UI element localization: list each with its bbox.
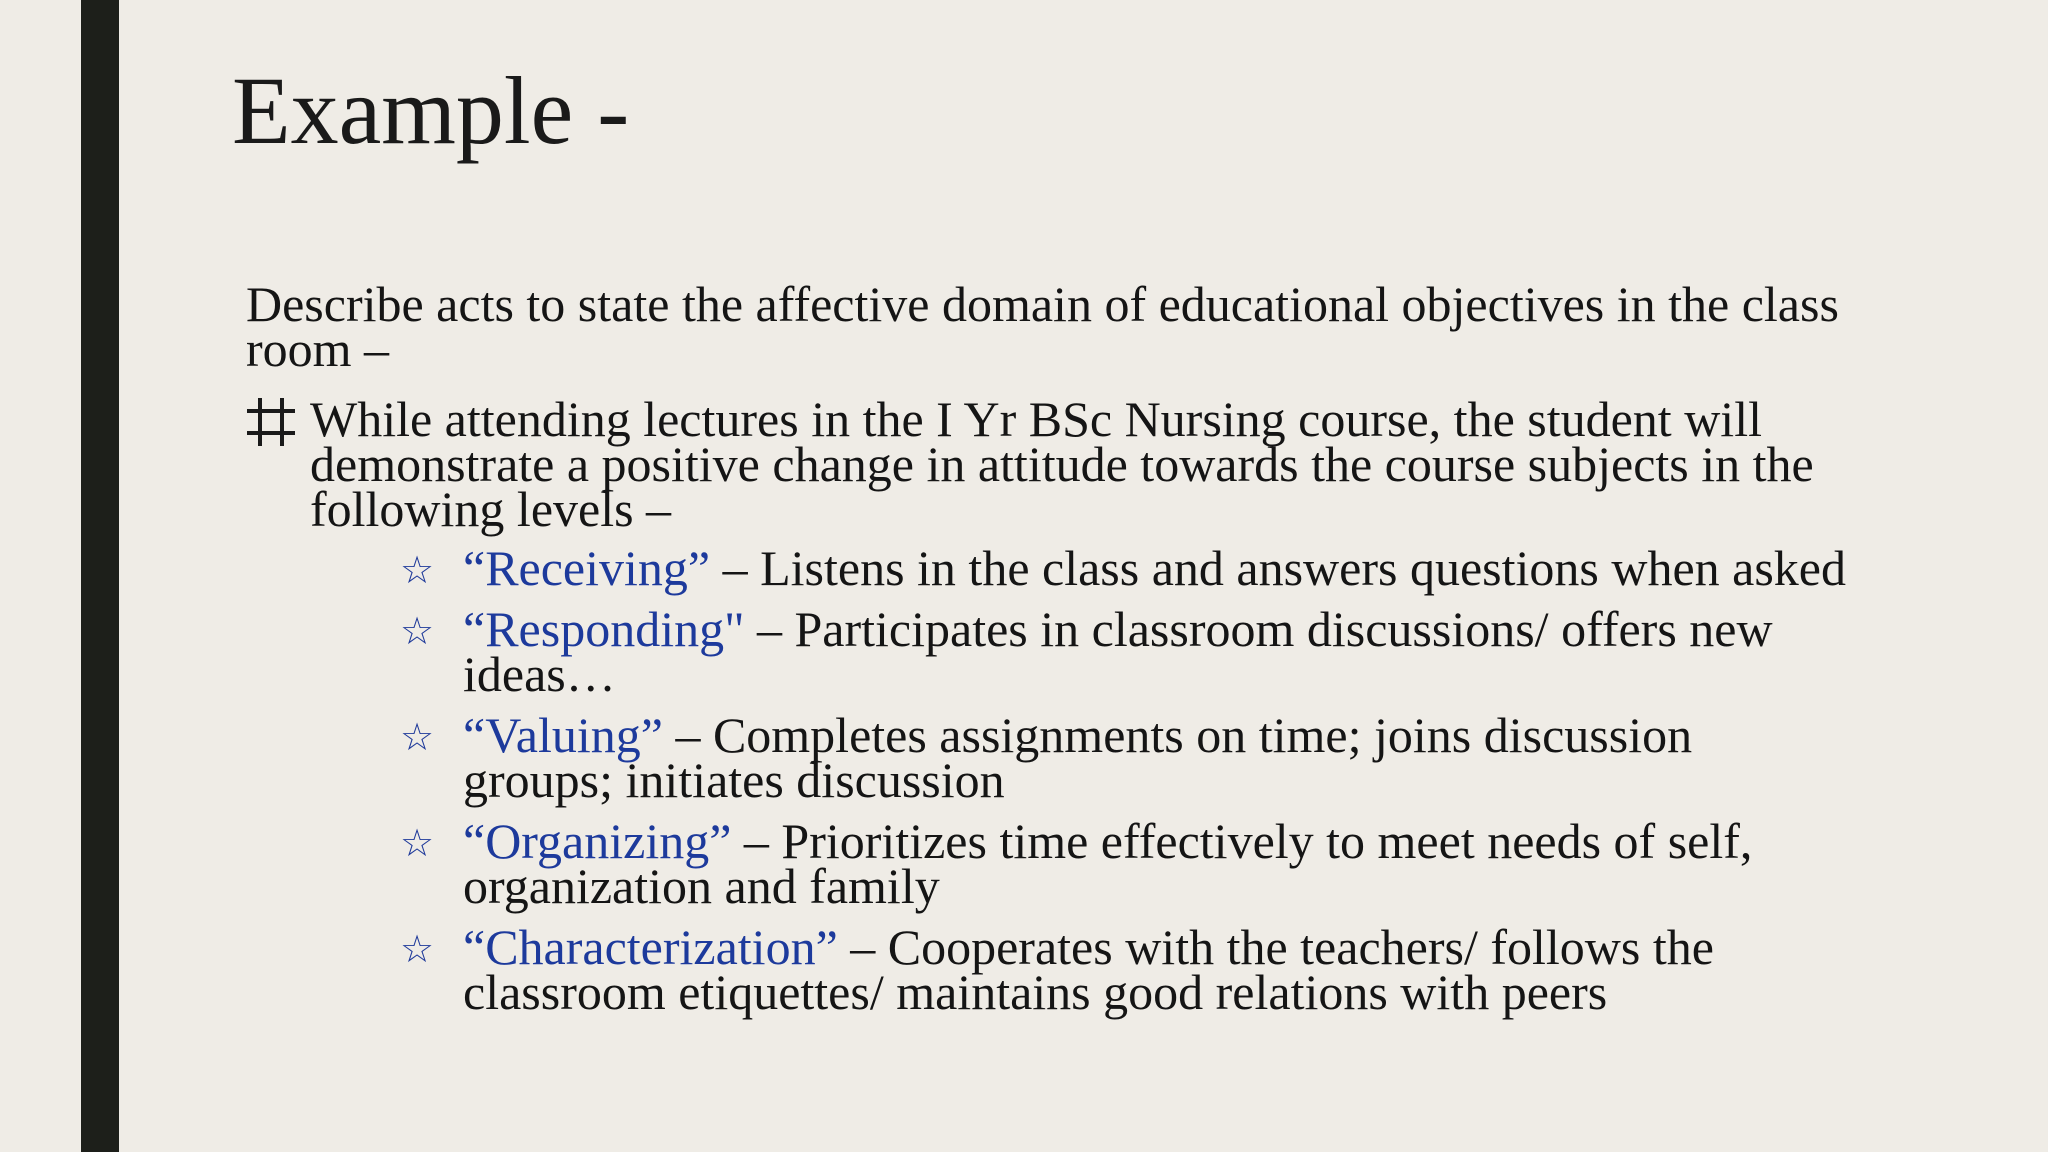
level-description: – Participates in classroom discussions/ offers new ideas… [463,601,1773,702]
hash-square-bullet-icon [246,397,296,447]
level-term: “Characterization” [463,919,838,975]
star-outline-icon: ☆ [400,927,435,971]
level-description: – Completes assignments on time; joins discussion groups; initiates discussion [463,707,1693,808]
level-description: – Listens in the class and answers questions when asked [710,540,1846,596]
intro-text: Describe acts to state the affective domain of educational objectives in the class room – [246,276,1839,377]
level-description: – Prioritizes time effectively to meet needs of self, organization and family [463,813,1753,914]
slide-title: Example - [232,57,630,164]
level-description: – Cooperates with the teachers/ follows the classroom etiquettes/ maintains good relations with peers [463,919,1714,1020]
list-item-receiving [400,540,1846,596]
slide-body [246,276,1846,1031]
affective-levels-list [310,540,1846,1020]
list-item-responding [400,601,1846,702]
star-outline-icon: ☆ [400,821,435,865]
level-term: “Organizing” [463,813,732,869]
star-outline-icon: ☆ [400,715,435,759]
main-bullet-point [246,391,1846,1020]
level-term: “Receiving” [463,540,711,596]
level-term: “Responding" [463,601,745,657]
left-accent-bar [81,0,119,1152]
level-term: “Valuing” [463,707,663,763]
star-outline-icon: ☆ [400,609,435,653]
list-item-valuing [400,707,1846,808]
star-outline-icon: ☆ [400,548,435,592]
list-item-characterization [400,919,1846,1020]
list-item-organizing [400,813,1846,914]
main-bullet-text: While attending lectures in the I Yr BSc Nursing course, the student will demonstrate a positive change in attitude towards the course subjects in the following levels – [310,391,1814,537]
